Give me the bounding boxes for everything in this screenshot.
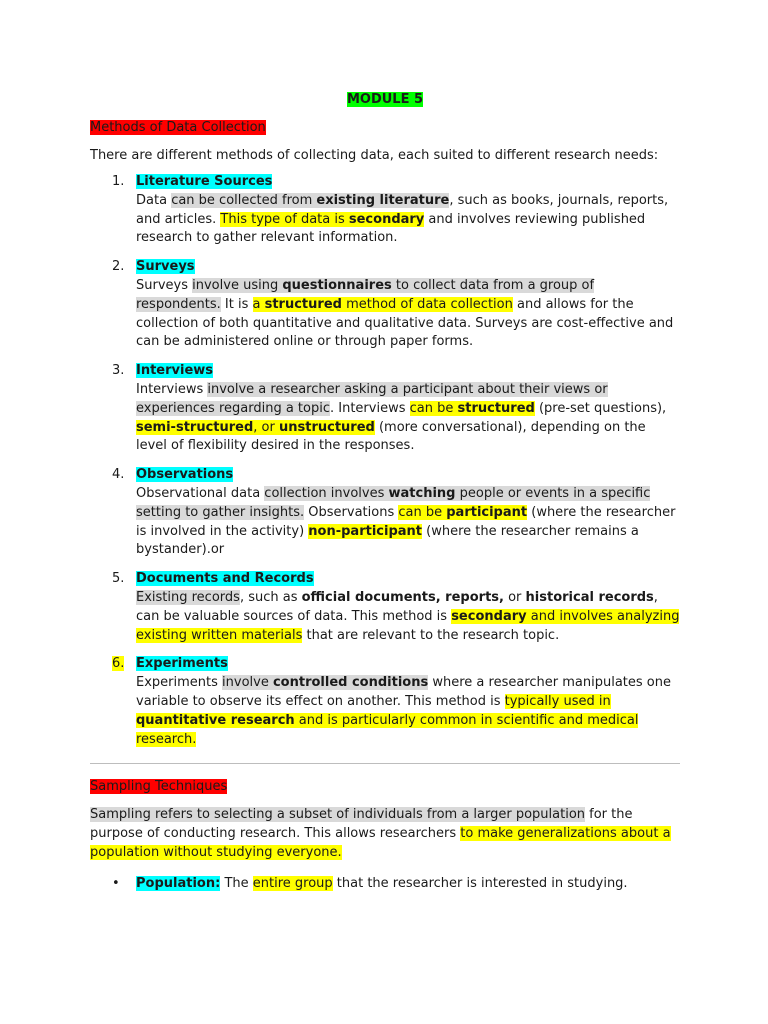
method-item-number-text: 6. [112,656,125,672]
text-run: or [503,589,526,605]
method-item-title: Surveys [136,259,195,275]
method-item-title: Experiments [136,656,228,672]
method-item-number-text: 2. [112,259,125,275]
sampling-paragraph [90,806,680,862]
method-item-title: Documents and Records [136,571,314,587]
method-item [90,258,680,352]
text-run: where a researcher manipulates one variable to observe its effect on another. This method is [136,675,671,709]
method-item-number-text: 5. [112,571,125,587]
module-title [90,92,680,107]
method-item-description [136,674,680,749]
method-item-number-text: 3. [112,363,125,379]
text-run: Experiments [136,675,223,691]
text-run: semi-structured [136,419,254,435]
text-run: involve [222,675,273,691]
sampling-bullets [90,875,680,894]
text-run: , such as [239,589,302,605]
text-run: quantitative research [136,712,295,728]
text-run: Existing records [136,589,240,605]
method-item-description [136,485,680,560]
method-item-number [112,258,132,277]
text-run: and is particularly common in scientific and medical research. [136,712,639,747]
text-run: (where the researcher is involved in the activity) [136,504,676,539]
section-heading-methods-text: Methods of Data Collection [90,120,266,135]
text-run: This type of data is [220,211,349,227]
text-run: historical records [525,589,654,605]
text-run: that are relevant to the research topic. [302,627,560,643]
text-run: official documents, reports, [301,589,504,605]
section-heading-methods [90,119,680,137]
text-run: and involves analyzing existing written materials [136,608,680,643]
method-item [90,466,680,560]
method-item-number-text: 1. [112,174,125,189]
text-run: involve a researcher asking a participant about their views or experiences regarding a topic [136,381,608,416]
text-run: controlled conditions [272,675,429,691]
text-run: watching [388,485,456,501]
bullet-icon: • [112,875,120,891]
method-item [90,362,680,456]
text-run: , can be valuable sources of data. This method is [136,589,658,624]
method-item [90,655,680,749]
text-run: Data [136,192,172,208]
method-item-number [112,570,132,589]
method-item-title: Interviews [136,363,214,379]
text-run: typically used in [504,693,611,709]
method-item-description [136,277,680,352]
text-run: entire group [252,875,333,891]
text-run: Surveys [136,277,193,293]
text-run: , or [253,419,279,435]
text-run: to collect data from a group of respondents. [136,277,595,312]
text-run: that the researcher is interested in studying. [332,875,628,891]
method-item-number [112,655,132,674]
section-divider [90,763,680,764]
text-run: collection involves [264,485,389,501]
method-item-description [136,589,680,645]
method-item-number [112,362,132,381]
text-run: non-participant [308,523,422,539]
sampling-bullet-item [90,875,680,894]
text-run: unstructured [278,419,375,435]
text-run: It is [220,296,253,312]
text-run: structured [264,296,342,312]
method-item-title: Literature Sources [136,174,273,189]
text-run: participant [446,504,528,520]
text-run: (pre-set questions), [534,400,667,416]
text-run: Observational data [136,485,265,501]
text-run: secondary [451,608,527,624]
text-run: and involves reviewing published research to gather relevant information. [136,211,646,246]
text-run: questionnaires [282,277,392,293]
method-item-number-text: 4. [112,467,125,483]
section-heading-sampling-text: Sampling Techniques [90,779,228,795]
text-run: can be [409,400,458,416]
text-run: method of data collection [341,296,513,312]
text-run: and allows for the collection of both quantitative and qualitative data. Surveys are cost-effective and can be administered online or through paper forms. [136,296,674,350]
module-title-text: MODULE 5 [346,92,424,107]
method-item [90,570,680,645]
text-run: can be [398,504,447,520]
text-run: to make generalizations about a population without studying everyone. [90,826,671,860]
methods-intro: There are different methods of collecting data, each suited to different research needs: [90,148,659,163]
method-item [90,173,680,248]
text-run: existing literature [316,192,450,208]
method-item-description [136,381,680,456]
text-run: , such as books, journals, reports, and articles. [136,192,669,227]
text-run: people or events in a specific setting to gather insights. [136,485,651,520]
text-run: Sampling refers to selecting a subset of individuals from a larger population [90,807,586,823]
text-run: . Interviews [330,400,410,416]
methods-list [90,173,680,749]
document-page [90,92,680,894]
section-heading-sampling [90,778,680,796]
text-run: can be collected from [171,192,317,208]
text-run: (where the researcher remains a bystander).or [136,523,639,558]
text-run: secondary [348,211,425,227]
bullet-label: Population: [136,875,221,891]
text-run: Observations [304,504,399,520]
text-run: for the purpose of conducting research. This allows researchers [90,807,633,842]
text-run: involve using [192,277,283,293]
text-run: The [220,875,253,891]
method-item-title: Observations [136,467,234,483]
text-run: Interviews [136,381,208,397]
method-item-number [112,466,132,485]
method-item-number [112,173,132,192]
text-run: structured [457,400,535,416]
method-item-description [136,192,680,248]
text-run: (more conversational), depending on the level of flexibility desired in the responses. [136,419,646,454]
text-run: a [252,296,265,312]
